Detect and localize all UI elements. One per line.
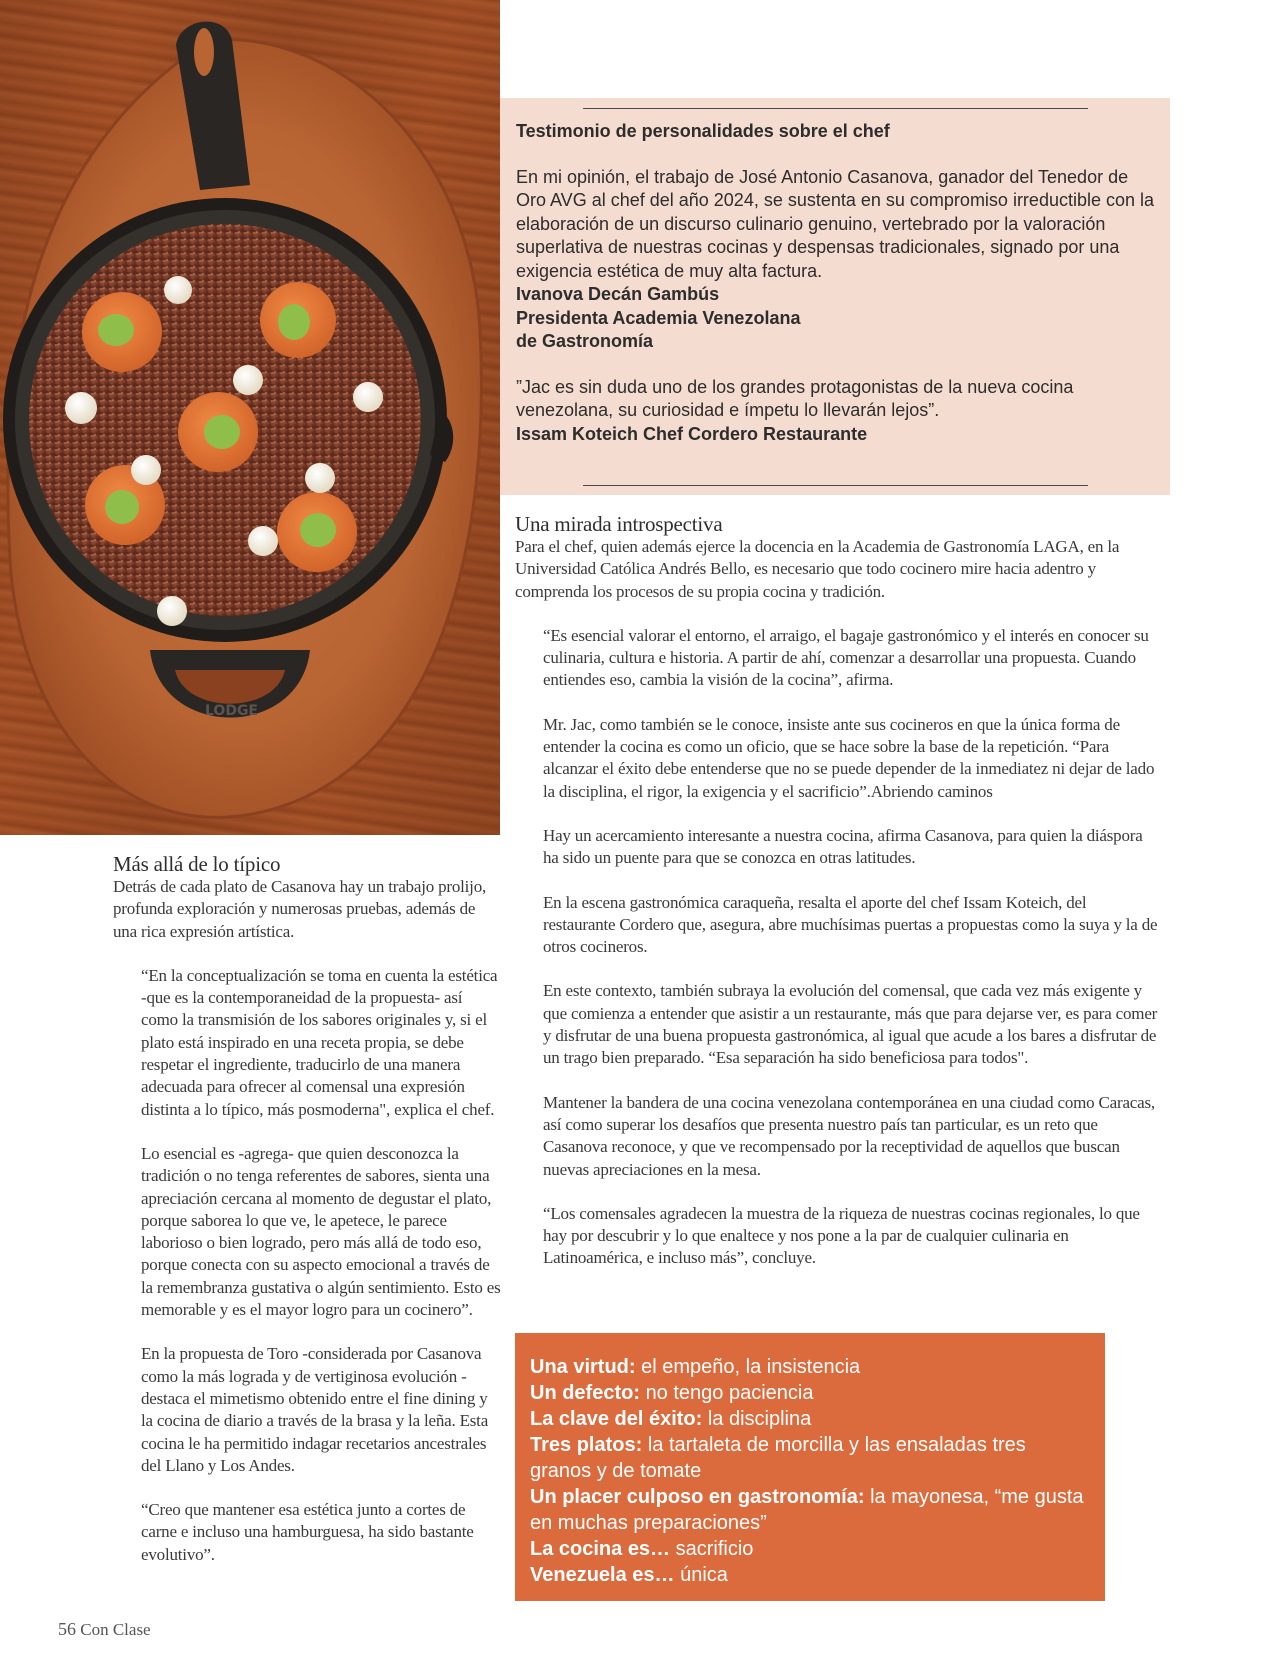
testimonial-author-role: de Gastronomía bbox=[516, 331, 654, 351]
paragraph: Mantener la bandera de una cocina venezolana contemporánea en una ciudad como Caracas, así como superar los desafíos que presenta nuestro país tan particular, es un reto que Casanova reconoce, y que ve recompensado por la receptividad de aquellos que buscan nuevas apreciaciones en la mesa. bbox=[543, 1092, 1155, 1179]
qa-item bbox=[530, 1536, 1090, 1562]
qa-key: Un defecto: bbox=[530, 1382, 640, 1404]
paragraph: “Creo que mantener esa estética junto a cortes de carne e incluso una hamburguesa, ha sido bastante evolutivo”. bbox=[141, 1500, 474, 1564]
qa-item bbox=[530, 1406, 1090, 1432]
page-number: 56 bbox=[58, 1619, 76, 1639]
dish-photo bbox=[0, 0, 500, 835]
paragraph: En la escena gastronómica caraqueña, resalta el aporte del chef Issam Koteich, del restaurante Cordero que, asegura, abre muchísimas puertas a propuestas como la suya y la de otros cocineros. bbox=[543, 892, 1158, 957]
qa-value: la mayonesa, “me gusta en muchas preparaciones” bbox=[530, 1486, 1084, 1534]
qa-value: no tengo paciencia bbox=[645, 1382, 814, 1404]
qa-key: Venezuela es… bbox=[530, 1564, 675, 1586]
qa-box bbox=[515, 1333, 1105, 1601]
qa-value: única bbox=[680, 1564, 728, 1586]
qa-item bbox=[530, 1380, 1090, 1406]
section-heading: Una mirada introspectiva bbox=[515, 512, 723, 536]
qa-key: La cocina es… bbox=[530, 1538, 671, 1560]
qa-item bbox=[530, 1432, 1090, 1484]
paragraph: Para el chef, quien además ejerce la docencia en la Academia de Gastronomía LAGA, en la Universidad Católica Andrés Bello, es necesario que todo cocinero mire hacia adentro y comprenda los procesos de su propia cocina y tradición. bbox=[515, 537, 1120, 601]
divider bbox=[583, 485, 1088, 486]
paragraph: En la propuesta de Toro -considerada por Casanova como la más lograda y de vertiginosa evolución - destaca el mimetismo obtenido entre el fine dining y la cocina de diario a través de la brasa y la leña. Esta cocina le ha permitido indagar recetarios ancestrales del Llano y Los Andes. bbox=[141, 1344, 489, 1475]
article-left-column bbox=[113, 852, 503, 1588]
qa-key: Tres platos: bbox=[530, 1434, 643, 1456]
testimonial-box bbox=[500, 98, 1170, 495]
paragraph: En este contexto, también subraya la evolución del comensal, que cada vez más exigente y que comienza a entender que asistir a un restaurante, más que para dejarse ver, es para comer y disfrutar de una buena propuesta gastronómica, al igual que acude a los bares a disfrutar de un trago bien preparado. “Esa separación ha sido beneficiosa para todos". bbox=[543, 981, 1158, 1068]
qa-key: Un placer culposo en gastronomía: bbox=[530, 1486, 865, 1508]
paragraph: “Los comensales agradecen la muestra de la riqueza de nuestras cocinas regionales, lo que hay por descubrir y lo que enaltece y nos pone a la par de cualquier culinaria en Latinoamérica, e incluso más”, concluye. bbox=[543, 1203, 1140, 1268]
qa-key: La clave del éxito: bbox=[530, 1408, 703, 1430]
paragraph: “Es esencial valorar el entorno, el arraigo, el bagaje gastronómico y el interés en conocer su culinaria, cultura e historia. A partir de ahí, comenzar a desarrollar una propuesta. Cuando entiendes eso, cambia la visión de la cocina”, afirma. bbox=[543, 625, 1149, 690]
page-footer bbox=[58, 1619, 151, 1640]
qa-value: el empeño, la insistencia bbox=[641, 1356, 861, 1378]
section-heading: Más allá de lo típico bbox=[113, 852, 281, 876]
paragraph: Detrás de cada plato de Casanova hay un trabajo prolijo, profunda exploración y numerosas pruebas, además de una rica expresión artística. bbox=[113, 877, 487, 941]
testimonial-quote: ”Jac es sin duda uno de los grandes protagonistas de la nueva cocina venezolana, su curiosidad e ímpetu lo llevarán lejos”. bbox=[516, 376, 1074, 420]
article-right-column bbox=[515, 512, 1160, 1292]
paragraph: “En la conceptualización se toma en cuenta la estética -que es la contemporaneidad de la propuesta- así como la transmisión de los sabores originales y, si el plato está inspirado en una receta propia, se debe respetar el ingrediente, traducirlo de una manera adecuada para ofrecer al comensal una expresión distinta a lo típico, más posmoderna", explica el chef. bbox=[141, 965, 498, 1119]
paragraph: Lo esencial es -agrega- que quien desconozca la tradición o no tenga referentes de sabores, sienta una apreciación cercana al momento de degustar el plato, porque saborea lo que ve, le apetece, le parece laborioso o bien logrado, pero más allá de todo eso, porque conecta con su aspecto emocional a través de la remembranza gustativa o algún sentimiento. Esto es memorable y es el mayor logro para un cocinero”. bbox=[141, 1143, 501, 1320]
qa-item bbox=[530, 1484, 1090, 1536]
qa-value: la tartaleta de morcilla y las ensaladas tres granos y de tomate bbox=[530, 1434, 1026, 1482]
testimonial-quote: En mi opinión, el trabajo de José Antonio Casanova, ganador del Tenedor de Oro AVG al chef del año 2024, se sustenta en su compromiso irreductible con la elaboración de un discurso culinario genuino, vertebrado por la valoración superlativa de nuestras cocinas y despensas tradicionales, signado por una exigencia estética de muy alta factura. bbox=[516, 166, 1155, 281]
skillet-illustration bbox=[0, 0, 500, 835]
testimonial-title: Testimonio de personalidades sobre el chef bbox=[516, 121, 890, 141]
qa-value: sacrificio bbox=[675, 1538, 754, 1560]
divider bbox=[583, 108, 1088, 109]
testimonial-author-role: Presidenta Academia Venezolana bbox=[516, 307, 801, 328]
qa-key: Una virtud: bbox=[530, 1356, 636, 1378]
testimonial-author: Issam Koteich Chef Cordero Restaurante bbox=[516, 423, 868, 444]
qa-item bbox=[530, 1562, 1090, 1588]
skillet-brand-text: LODGE bbox=[205, 703, 258, 719]
magazine-name: Con Clase bbox=[80, 1620, 151, 1639]
testimonial-author: Ivanova Decán Gambús bbox=[516, 284, 720, 304]
qa-value: la disciplina bbox=[707, 1408, 812, 1430]
paragraph: Hay un acercamiento interesante a nuestra cocina, afirma Casanova, para quien la diáspora ha sido un puente para que se conozca en otras latitudes. bbox=[543, 825, 1143, 868]
paragraph: Mr. Jac, como también se le conoce, insiste ante sus cocineros en que la única forma de entender la cocina es como un oficio, que se hace sobre la base de la repetición. “Para alcanzar el éxito debe entenderse que no se puede depender de la inmediatez ni dejar de lado la disciplina, el rigor, la exigencia y el sacrificio”.Abriendo caminos bbox=[543, 714, 1155, 801]
qa-item bbox=[530, 1354, 1090, 1380]
